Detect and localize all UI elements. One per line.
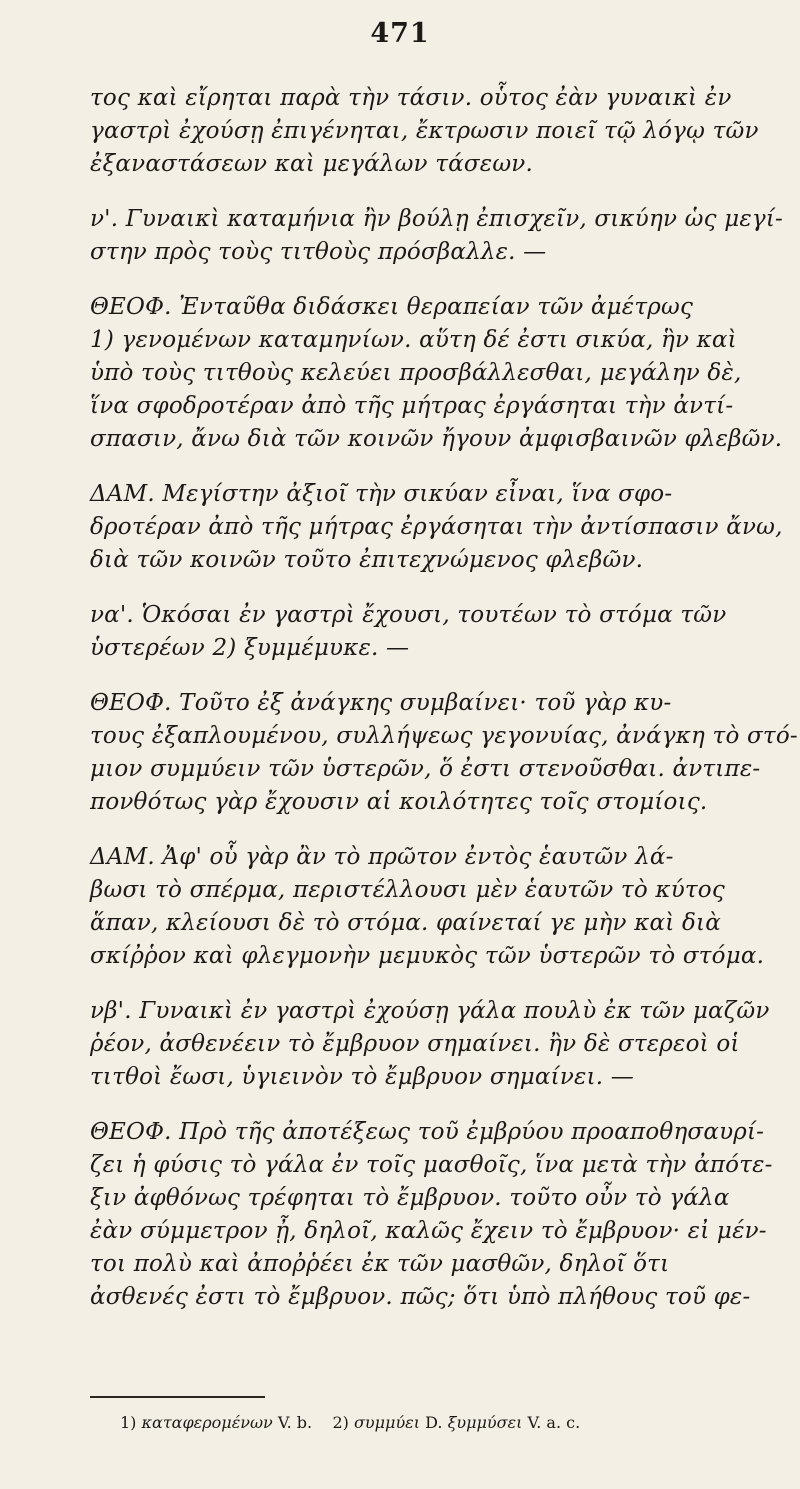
text-line: ΔΑΜ. Μεγίστην ἀξιοῖ τὴν σικύαν εἶναι, ἵνα σφο-: [90, 481, 673, 507]
body-text: [90, 82, 798, 1336]
text-line: ΘΕΟΦ. Τοῦτο ἐξ ἀνάγκης συμβαίνει· τοῦ γὰρ κυ-: [90, 690, 672, 716]
paragraph: [90, 82, 759, 181]
text-line: ν'. Γυναικὶ καταμήνια ἢν βούλῃ ἐπισχεῖν, σικύην ὡς μεγί-: [90, 206, 784, 232]
text-line: ὑστερέων 2) ξυμμέμυκε. —: [90, 635, 410, 661]
text-line: τους ἐξαπλουμένου, συλλήψεως γεγονυίας, ἀνάγκη τὸ στό-: [90, 723, 798, 749]
text-line: τοι πολὺ καὶ ἀποῤῥέει ἐκ τῶν μασθῶν, δηλοῖ ὅτι: [90, 1251, 670, 1277]
text-line: ἅπαν, κλείουσι δὲ τὸ στόμα. φαίνεταί γε μὴν καὶ διὰ: [90, 910, 721, 936]
footnote-mark: 2): [332, 1413, 349, 1432]
text-line: σκίῤῥον καὶ φλεγμονὴν μεμυκὸς τῶν ὑστερῶν τὸ στόμα.: [90, 943, 765, 969]
text-line: ΘΕΟΦ. Ἐνταῦθα διδάσκει θεραπείαν τῶν ἀμέτρως: [90, 294, 694, 320]
footnote-variant: ξυμμύσει: [447, 1413, 523, 1432]
footnote-divider: [90, 1396, 265, 1398]
text-line: ἐξαναστάσεων καὶ μεγάλων τάσεων.: [90, 151, 533, 177]
paragraph: [90, 1116, 773, 1314]
footnote-mark: 1): [120, 1413, 137, 1432]
paragraph: [90, 599, 750, 665]
paragraph: [90, 687, 798, 819]
text-line: ζει ἡ φύσις τὸ γάλα ἐν τοῖς μασθοῖς, ἵνα μετὰ τὴν ἀπότε-: [90, 1152, 773, 1178]
footnote: [120, 1412, 760, 1434]
text-line: ἀσθενές ἐστι τὸ ἔμβρυον. πῶς; ὅτι ὑπὸ πλήθους τοῦ φε-: [90, 1284, 751, 1310]
text-line: μιον συμμύειν τῶν ὑστερῶν, ὅ ἐστι στενοῦσθαι. ἀντιπε-: [90, 756, 761, 782]
paragraph: [90, 478, 783, 577]
footnote-variant: καταφερομένων: [141, 1413, 273, 1432]
footnote-source: D.: [425, 1413, 443, 1432]
text-line: βωσι τὸ σπέρμα, περιστέλλουσι μὲν ἑαυτῶν τὸ κύτος: [90, 877, 725, 903]
paragraph: [90, 995, 770, 1094]
paragraph: [90, 841, 765, 973]
page-number: 471: [370, 18, 430, 49]
text-line: ἵνα σφοδροτέραν ἀπὸ τῆς μήτρας ἐργάσηται τὴν ἀντί-: [90, 393, 734, 419]
text-line: τος καὶ εἴρηται παρὰ τὴν τάσιν. οὗτος ἐὰν γυναικὶ ἐν: [90, 85, 732, 111]
text-line: τιτθοὶ ἔωσι, ὑγιεινὸν τὸ ἔμβρυον σημαίνει. —: [90, 1064, 635, 1090]
footnote-source: V. b.: [277, 1413, 313, 1432]
text-line: ὑπὸ τοὺς τιτθοὺς κελεύει προσβάλλεσθαι, μεγάλην δὲ,: [90, 360, 742, 386]
text-line: δροτέραν ἀπὸ τῆς μήτρας ἐργάσηται τὴν ἀντίσπασιν ἄνω,: [90, 514, 783, 540]
text-line: διὰ τῶν κοινῶν τοῦτο ἐπιτεχνώμενος φλεβῶν.: [90, 547, 644, 573]
text-line: γαστρὶ ἐχούσῃ ἐπιγένηται, ἔκτρωσιν ποιεῖ τῷ λόγῳ τῶν: [90, 118, 759, 144]
footnote-source: V. a. c.: [527, 1413, 581, 1432]
paragraph: [90, 203, 784, 269]
text-line: να'. Ὁκόσαι ἐν γαστρὶ ἔχουσι, τουτέων τὸ στόμα τῶν: [90, 602, 727, 628]
text-line: ξιν ἀφθόνως τρέφηται τὸ ἔμβρυον. τοῦτο οὖν τὸ γάλα: [90, 1185, 730, 1211]
text-line: νβ'. Γυναικὶ ἐν γαστρὶ ἐχούσῃ γάλα πουλὺ ἐκ τῶν μαζῶν: [90, 998, 770, 1024]
text-line: στην πρὸς τοὺς τιτθοὺς πρόσβαλλε. —: [90, 239, 547, 265]
paragraph: [90, 291, 783, 456]
text-line: 1) γενομένων καταμηνίων. αὕτη δέ ἐστι σικύα, ἣν καὶ: [90, 327, 737, 353]
text-line: ΘΕΟΦ. Πρὸ τῆς ἀποτέξεως τοῦ ἐμβρύου προαποθησαυρί-: [90, 1119, 765, 1145]
text-line: σπασιν, ἄνω διὰ τῶν κοινῶν ἤγουν ἀμφισβαινῶν φλεβῶν.: [90, 426, 783, 452]
text-line: ΔΑΜ. Ἀφ' οὗ γὰρ ἂν τὸ πρῶτον ἐντὸς ἑαυτῶν λά-: [90, 844, 674, 870]
text-line: ῥέον, ἀσθενέειν τὸ ἔμβρυον σημαίνει. ἢν δὲ στερεοὶ οἱ: [90, 1031, 740, 1057]
text-line: πονθότως γὰρ ἔχουσιν αἱ κοιλότητες τοῖς στομίοις.: [90, 789, 708, 815]
text-line: ἐὰν σύμμετρον ᾖ, δηλοῖ, καλῶς ἔχειν τὸ ἔμβρυον· εἰ μέν-: [90, 1218, 767, 1244]
footnote-variant: συμμύει: [354, 1413, 421, 1432]
